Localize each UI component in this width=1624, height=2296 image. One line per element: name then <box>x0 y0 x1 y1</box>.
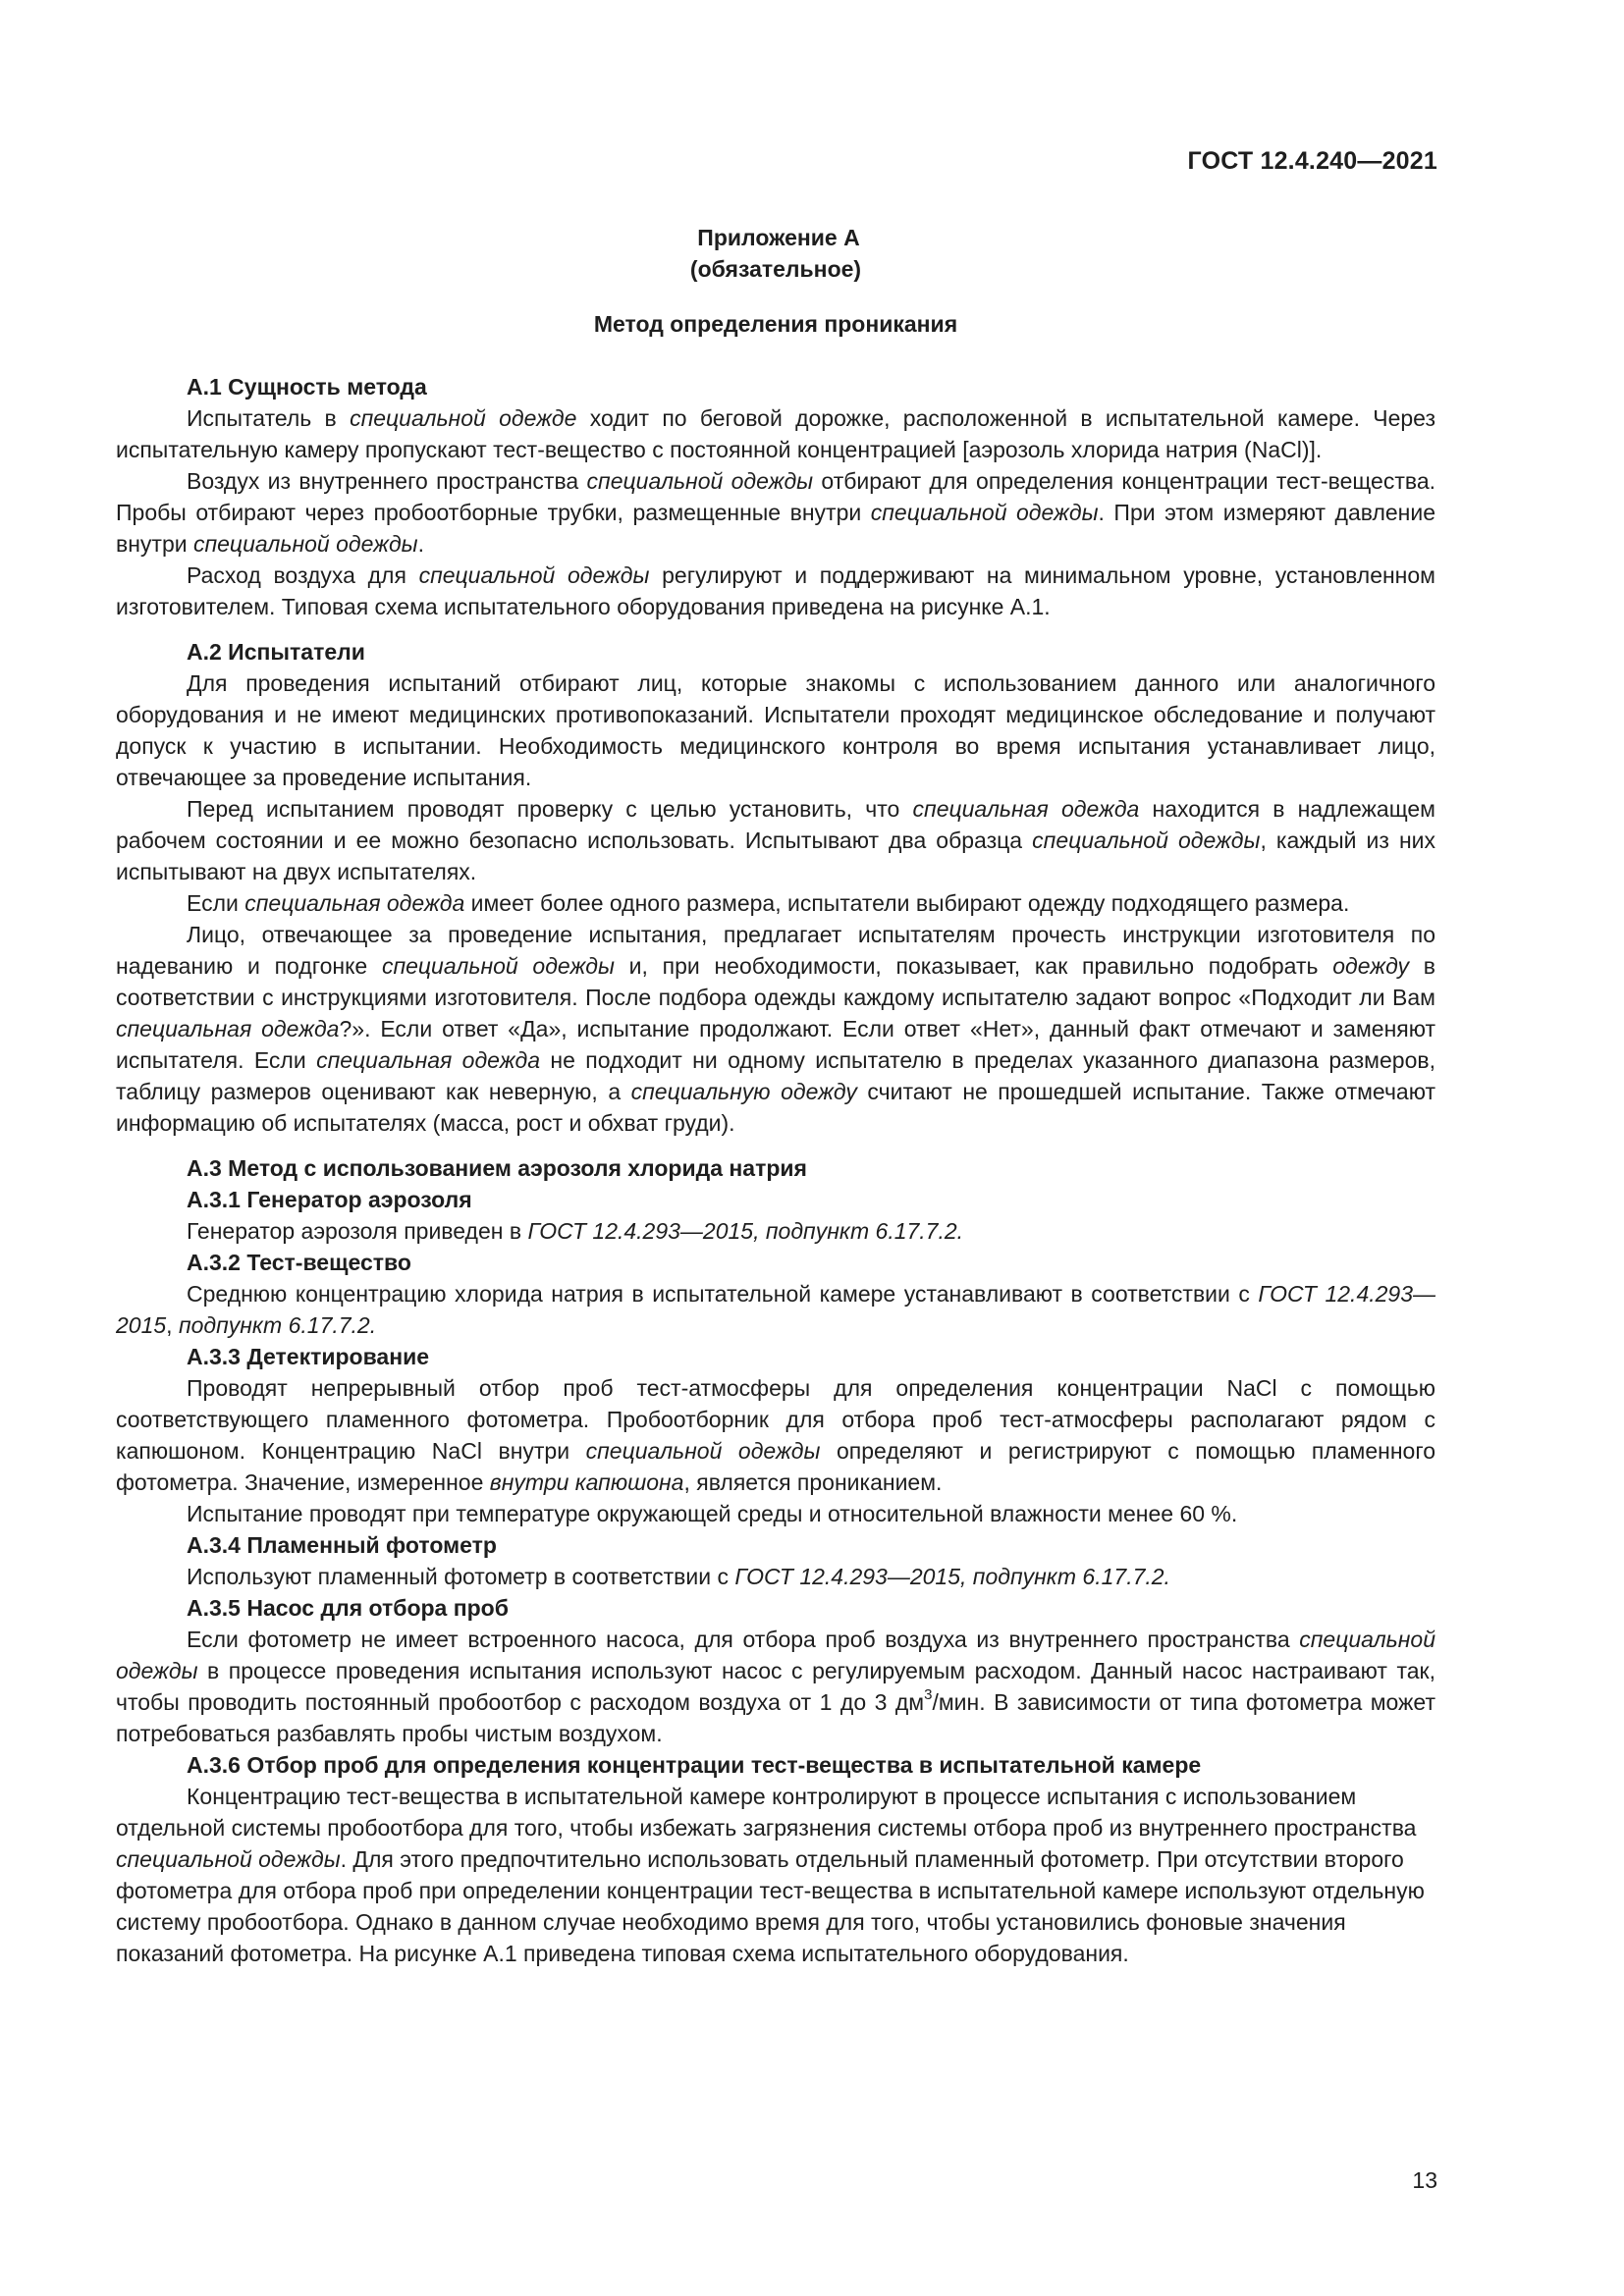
subsection-heading-a36: А.3.6 Отбор проб для определения концентрации тест-вещества в испытательной камере <box>187 1752 1202 1778</box>
subsection-heading-a34: А.3.4 Пламенный фотометр <box>187 1532 497 1558</box>
paragraph: Испытание проводят при температуре окружающей среды и относительной влажности менее 60 %. <box>187 1501 1238 1526</box>
subsection-heading-a32: А.3.2 Тест-вещество <box>187 1250 411 1275</box>
document-title: Метод определения проникания <box>593 311 958 337</box>
paragraph: Для проведения испытаний отбирают лиц, которые знакомы с использованием данного или аналогичного оборудования и не имеют медицинских противопоказаний. Испытатели проходят медицинское обследование и получают допуск к участию в испытании. Необходимость медицинского контроля во время испытания устанавливает лицо, отвечающее за проведение испытания. <box>116 670 1435 790</box>
paragraph: Если специальная одежда имеет более одного размера, испытатели выбирают одежду подходящего размера. <box>187 890 1350 916</box>
paragraph: Если фотометр не имеет встроенного насоса, для отбора проб воздуха из внутреннего пространства специальной одежды в процессе проведения испытания используют насос с регулируемым расходом. Данный насос настраивают так, чтобы проводить постоянный пробоотбор с расходом воздуха от 1 до 3 $дм^3$/мин. В зависимости от типа фотометра может потребоваться разбавлять пробы чистым воздухом. <box>116 1627 1435 1746</box>
section-heading-a3: А.3 Метод с использованием аэрозоля хлорида натрия <box>187 1155 807 1181</box>
paragraph: Испытатель в специальной одежде ходит по беговой дорожке, расположенной в испытательной камере. Через испытательную камеру пропускают тест-вещество с постоянной концентрацией [аэрозоль хлорида натрия (NaCl)]. <box>116 405 1435 462</box>
subsection-heading-a33: А.3.3 Детектирование <box>187 1344 430 1369</box>
paragraph: Проводят непрерывный отбор проб тест-атмосферы для определения концентрации NaCl с помощью соответствующего пламенного фотометра. Пробоотборник для отбора проб тест-атмосферы располагают рядом с капюшоном. Концентрацию NaCl внутри специальной одежды определяют и регистрируют с помощью пламенного фотометра. Значение, измеренное внутри капюшона, является прониканием. <box>116 1375 1436 1495</box>
paragraph: Воздух из внутреннего пространства специальной одежды отбирают для определения концентрации тест-вещества. Пробы отбирают через пробоотборные трубки, размещенные внутри специальной одежды. При этом измеряют давление внутри специальной одежды. <box>116 468 1436 557</box>
section-heading-a1: А.1 Сущность метода <box>187 374 427 400</box>
paragraph: Среднюю концентрацию хлорида натрия в испытательной камере устанавливают в соответствии с ГОСТ 12.4.293—2015, подпункт 6.17.7.2. <box>116 1281 1436 1338</box>
paragraph: Расход воздуха для специальной одежды регулируют и поддерживают на минимальном уровне, установленном изготовителем. Типовая схема испытательного оборудования приведена на рисунке А.1. <box>116 562 1435 619</box>
annex-status: (обязательное) <box>689 256 862 282</box>
paragraph: Концентрацию тест-вещества в испытательной камере контролируют в процессе испытания с использованием отдельной системы пробоотбора для того, чтобы избежать загрязнения системы отбора проб из внутреннего пространства специальной одежды. Для этого предпочтительно использовать отдельный пламенный фотометр. При отсутствии второго фотометра для отбора проб при определении концентрации тест-вещества в испытательной камере используют отдельную систему пробоотбора. Однако в данном случае необходимо время для того, чтобы установились фоновые значения показаний фотометра. На рисунке А.1 приведена типовая схема испытательного оборудования. <box>116 1784 1425 1966</box>
paragraph: Лицо, отвечающее за проведение испытания, предлагает испытателям прочесть инструкции изготовителя по надеванию и подгонке специальной одежды и, при необходимости, показывает, как правильно подобрать одежду в соответствии с инструкциями изготовителя. После подбора одежды каждому испытателю задают вопрос «Подходит ли Вам специальная одежда?». Если ответ «Да», испытание продолжают. Если ответ «Нет», данный факт отмечают и заменяют испытателя. Если специальная одежда не подходит ни одному испытателю в пределах указанного диапазона размеров, таблицу размеров оценивают как неверную, а специальную одежду считают не прошедшей испытание. Также отмечают информацию об испытателях (масса, рост и обхват груди). <box>116 922 1436 1136</box>
paragraph: Генератор аэрозоля приведен в ГОСТ 12.4.293—2015, подпункт 6.17.7.2. <box>187 1218 964 1244</box>
page-number: 13 <box>1412 2167 1437 2193</box>
annex-title: Приложение А <box>697 225 860 250</box>
subsection-heading-a35: А.3.5 Насос для отбора проб <box>187 1595 509 1621</box>
section-heading-a2: А.2 Испытатели <box>187 639 365 665</box>
paragraph: Используют пламенный фотометр в соответствии с ГОСТ 12.4.293—2015, подпункт 6.17.7.2. <box>187 1564 1170 1589</box>
document-body <box>116 222 1435 1969</box>
paragraph: Перед испытанием проводят проверку с целью установить, что специальная одежда находится в надлежащем рабочем состоянии и ее можно безопасно использовать. Испытывают два образца специальной одежды, каждый из них испытывают на двух испытателях. <box>116 796 1435 884</box>
subsection-heading-a31: А.3.1 Генератор аэрозоля <box>187 1187 472 1212</box>
standard-code: ГОСТ 12.4.240—2021 <box>1187 147 1437 175</box>
